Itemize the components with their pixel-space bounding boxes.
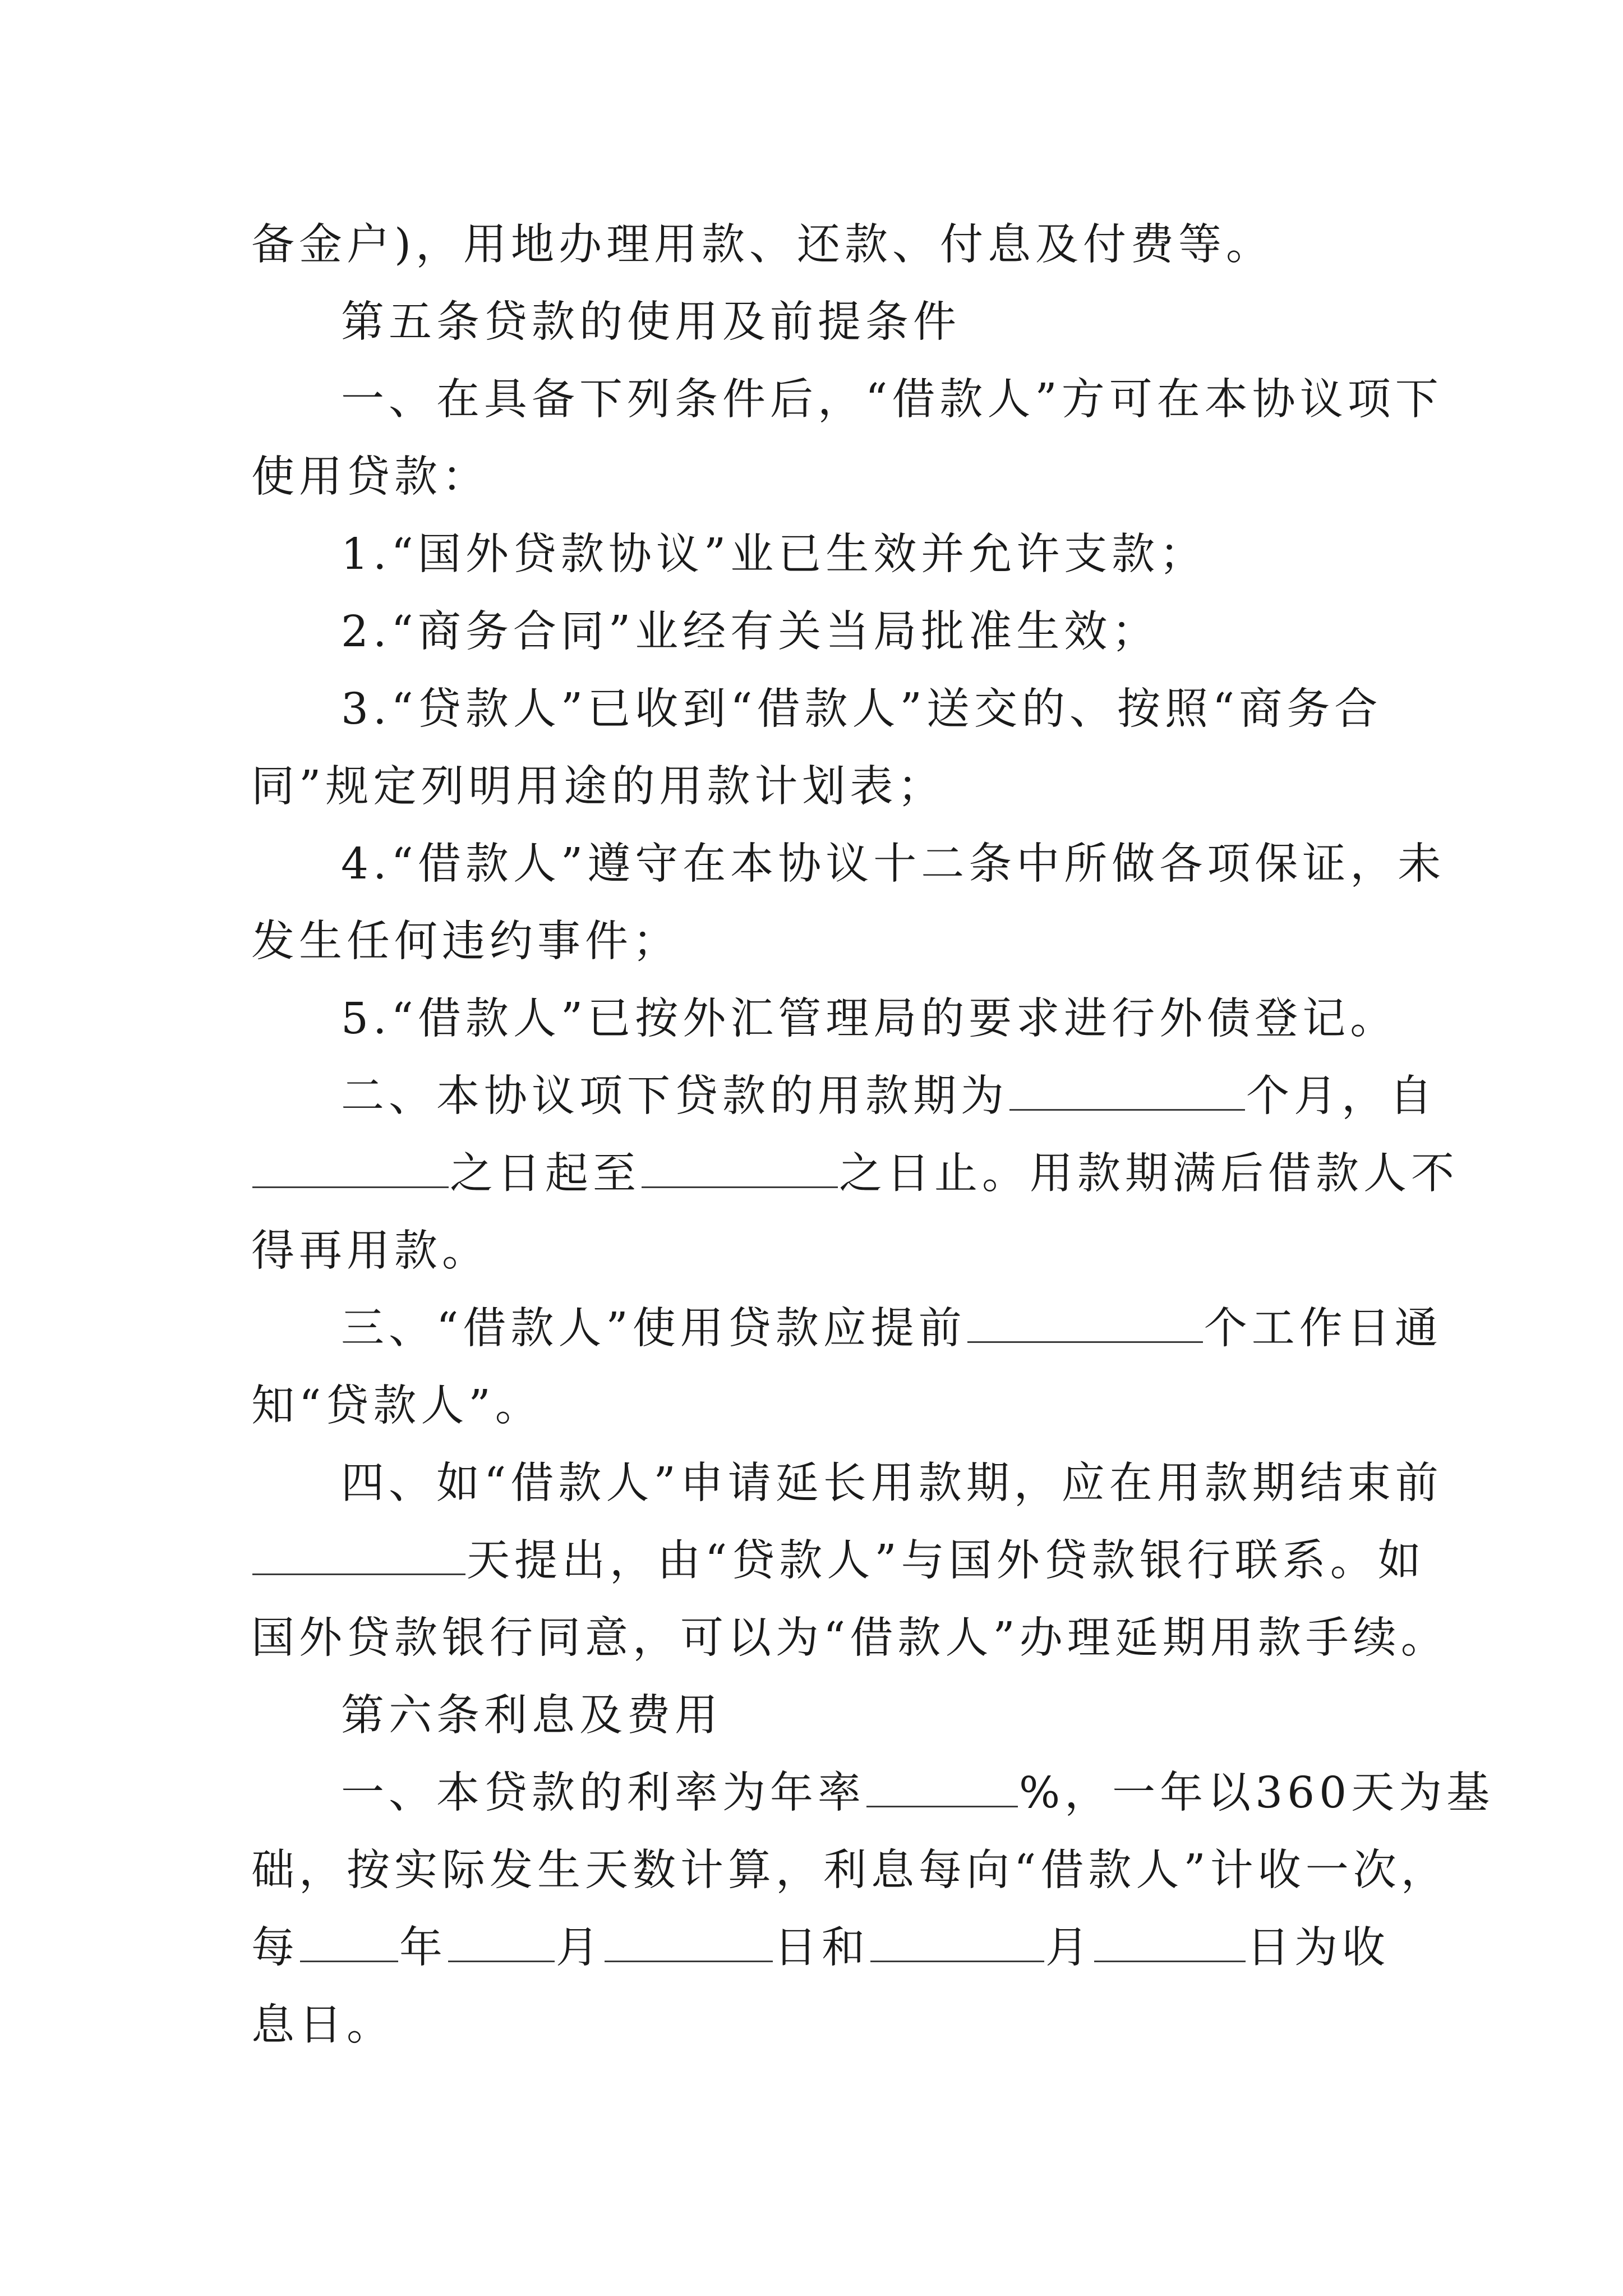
fill-in-blank[interactable] xyxy=(866,1771,1018,1807)
text: 5.“借款人”已按外汇管理局的要求进行外债登记。 xyxy=(341,994,1398,1044)
paragraph-line xyxy=(251,1522,1426,1600)
text: 日和 xyxy=(774,1923,869,1973)
text: 年 xyxy=(399,1923,447,1973)
text: 4.“借款人”遵守在本协议十二条中所做各项保证，未 xyxy=(341,839,1446,889)
fill-in-blank[interactable] xyxy=(252,1539,465,1575)
text: 使用贷款： xyxy=(251,452,490,502)
list-item xyxy=(251,671,1395,748)
text: 天提出，由“贷款人”与国外贷款银行联系。如 xyxy=(467,1536,1426,1586)
text: 月 xyxy=(1045,1923,1093,1973)
article-6-title xyxy=(251,1677,1395,1755)
text: 一、本贷款的利率为年率 xyxy=(341,1768,865,1818)
fill-in-blank[interactable] xyxy=(605,1926,773,1962)
paragraph-line xyxy=(251,206,1395,284)
text: 每 xyxy=(251,1923,299,1973)
paragraph-line xyxy=(251,1987,1395,2064)
text: 三、“借款人”使用贷款应提前 xyxy=(341,1304,966,1354)
paragraph-line xyxy=(251,1600,1449,1677)
paragraph-line xyxy=(251,1058,1437,1135)
article-5-title xyxy=(251,284,1395,361)
text: 二、本协议项下贷款的用款期为 xyxy=(341,1071,1008,1121)
paragraph-line xyxy=(251,1755,1495,1832)
fill-in-blank[interactable] xyxy=(1094,1926,1246,1962)
text: 个月，自 xyxy=(1246,1071,1437,1121)
text: 发生任何违约事件； xyxy=(251,917,680,967)
document-page xyxy=(251,206,1495,2064)
text: 2.“商务合同”业经有关当局批准生效； xyxy=(341,607,1160,657)
fill-in-blank[interactable] xyxy=(870,1926,1044,1962)
list-item xyxy=(251,593,1395,671)
paragraph-line xyxy=(251,1368,1395,1445)
paragraph-line xyxy=(251,1290,1442,1368)
text: 3.“贷款人”已收到“借款人”送交的、按照“商务合 xyxy=(341,684,1382,734)
text: 个工作日通 xyxy=(1204,1304,1442,1354)
paragraph-line xyxy=(251,1135,1459,1213)
paragraph-line xyxy=(251,439,1395,516)
text: 之日起至 xyxy=(450,1149,640,1199)
fill-in-blank[interactable] xyxy=(642,1152,838,1188)
list-item xyxy=(251,516,1395,593)
text: 备金户)，用地办理用款、还款、付息及付费等。 xyxy=(251,220,1274,270)
paragraph-line xyxy=(251,1445,1443,1522)
fill-in-blank[interactable] xyxy=(1009,1074,1245,1111)
paragraph-line xyxy=(251,1213,1395,1290)
list-item-continued xyxy=(251,903,1395,981)
fill-in-blank[interactable] xyxy=(967,1306,1203,1343)
text: 1.“国外贷款协议”业已生效并允许支款； xyxy=(341,530,1207,579)
fill-in-blank[interactable] xyxy=(300,1926,398,1962)
text: 同”规定列明用途的用款计划表； xyxy=(251,762,946,812)
paragraph-line xyxy=(251,361,1443,439)
text: 息日。 xyxy=(251,2000,394,2050)
text: 四、如“借款人”申请延长用款期，应在用款期结束前 xyxy=(341,1458,1443,1508)
text: 月 xyxy=(556,1923,603,1973)
paragraph-line xyxy=(251,1832,1449,1910)
fill-in-blank[interactable] xyxy=(448,1926,555,1962)
text: 日为收 xyxy=(1247,1923,1390,1973)
text: %，一年以360天为基 xyxy=(1019,1768,1495,1818)
text: 第五条贷款的使用及前提条件 xyxy=(341,297,961,347)
text: 第六条利息及费用 xyxy=(341,1691,722,1741)
fill-in-blank[interactable] xyxy=(252,1152,449,1188)
list-item xyxy=(251,981,1398,1058)
list-item-continued xyxy=(251,748,1395,826)
text: 一、在具备下列条件后，“借款人”方可在本协议项下 xyxy=(341,375,1443,425)
text: 之日止。用款期满后借款人不 xyxy=(839,1149,1459,1199)
list-item xyxy=(251,826,1446,903)
text: 知“贷款人”。 xyxy=(251,1381,543,1431)
paragraph-line xyxy=(251,1910,1395,1987)
text: 国外贷款银行同意，可以为“借款人”办理延期用款手续。 xyxy=(251,1613,1449,1663)
text: 得再用款。 xyxy=(251,1226,490,1276)
text: 础，按实际发生天数计算，利息每向“借款人”计收一次， xyxy=(251,1846,1449,1895)
